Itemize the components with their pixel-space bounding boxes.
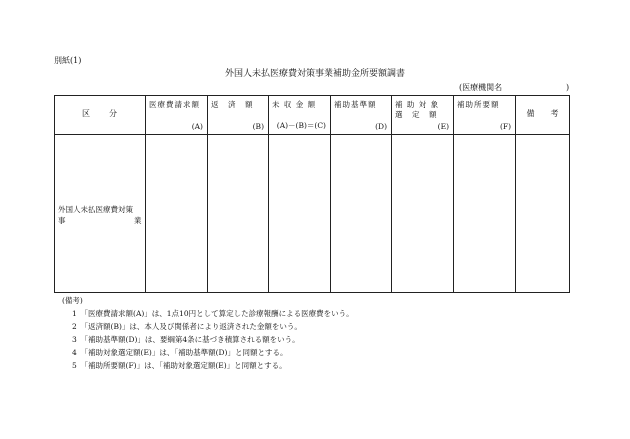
row-label-line2a: 事 [58,216,66,225]
header-selected-amount: 補 助 対 象 選 定 額 (E) [392,96,454,135]
notes-heading: (備考) [62,296,83,305]
note-item: 3 「補助基準額(D)」は、要綱第4条に基づき積算される額をいう。 [72,335,300,344]
cell-remarks[interactable] [516,135,570,293]
header-repaid-amount: 返 済 額 (B) [208,96,269,135]
row-label-line2b: 業 [134,216,142,225]
notes-section [62,294,354,372]
header-remarks: 備 考 [516,96,570,135]
cell-selected-amount[interactable] [392,135,454,293]
row-label-line1: 外国人未払医療費対策 [58,205,133,214]
cell-unpaid-amount[interactable] [269,135,331,293]
table-header-row [55,96,570,135]
header-billed-amount: 医療費請求額 (A) [146,96,208,135]
header-category: 区 分 [55,96,146,135]
header-required-amount: 補助所要額 (F) [454,96,516,135]
attachment-label: 別紙(1) [54,56,82,65]
cell-billed-amount[interactable] [146,135,208,293]
header-unpaid-amount: 未 収 金 額 (A)－(B)＝(C) [269,96,331,135]
document-title: 外国人未払医療費対策事業補助金所要額調書 [224,69,405,79]
note-item: 1 「医療費請求額(A)」は、1点10円として算定した診療報酬による医療費をいう。 [72,309,354,318]
institution-close: ) [566,83,570,92]
note-item: 2 「返済額(B)」は、本人及び関係者により返済された金額をいう。 [72,322,302,331]
budget-table [54,95,570,293]
cell-standard-amount[interactable] [331,135,392,293]
header-standard-amount: 補助基準額 (D) [331,96,392,135]
note-item: 4 「補助対象選定額(E)」は、「補助基準額(D)」と同額とする。 [72,348,288,357]
cell-required-amount[interactable] [454,135,516,293]
row-category-cell [55,135,146,293]
note-item: 5 「補助所要額(F)」は、「補助対象選定額(E)」と同額とする。 [72,361,287,370]
table-row [55,135,570,293]
institution-label: (医療機関名 [459,83,503,92]
cell-repaid-amount[interactable] [208,135,269,293]
